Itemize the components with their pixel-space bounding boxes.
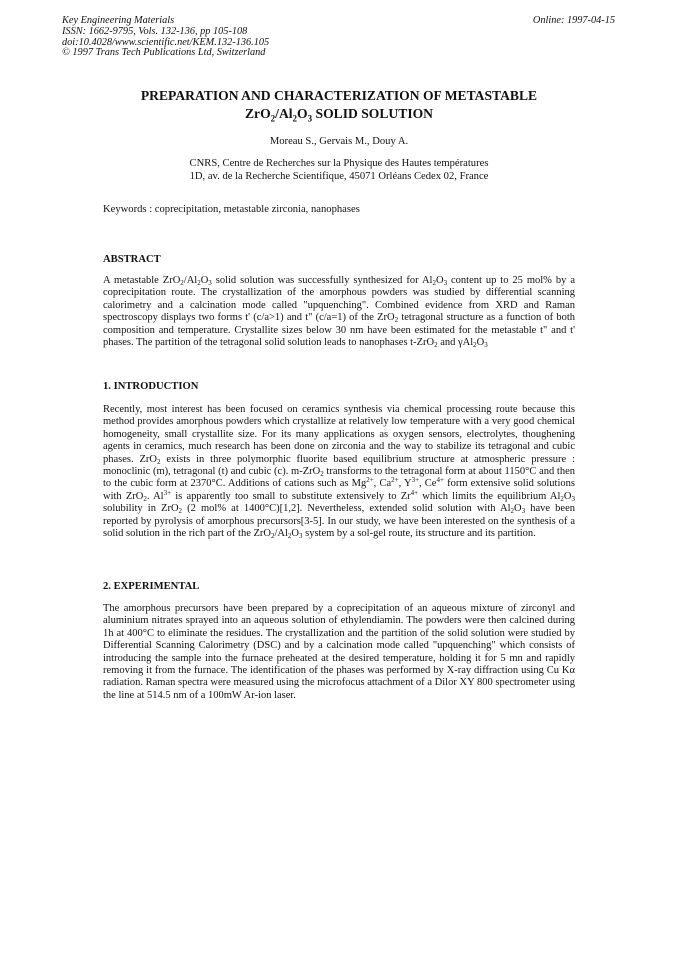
subscript: 3 bbox=[208, 279, 212, 287]
text-run: , Ca bbox=[373, 478, 392, 490]
text-run: solid solution was successfully synthesized for Al bbox=[211, 275, 433, 286]
text-run: O bbox=[476, 337, 485, 349]
introduction-heading: 1. INTRODUCTION bbox=[103, 381, 199, 392]
subscript: 2 bbox=[473, 341, 477, 350]
text-run: O bbox=[291, 528, 299, 540]
authors: Moreau S., Gervais M., Douy A. bbox=[269, 136, 409, 147]
subscript: 2 bbox=[156, 457, 161, 466]
affiliation-line-2: 1D, av. de la Recherche Scientifique, 45071 Orléans Cedex 02, France bbox=[189, 171, 489, 183]
abstract-heading: ABSTRACT bbox=[103, 254, 161, 265]
title-text: SOLID SOLUTION bbox=[312, 106, 433, 121]
issn-line: ISSN: 1662-9795, Vols. 132-136, pp 105-108 bbox=[62, 25, 248, 37]
text-run: which limits the equilibrium Al bbox=[418, 490, 561, 502]
paper-title bbox=[60, 87, 618, 123]
subscript: 2 bbox=[510, 507, 515, 516]
title-text: ZrO bbox=[244, 106, 271, 121]
title-text: O bbox=[297, 106, 308, 121]
subscript: 2 bbox=[197, 279, 201, 287]
superscript: 4+ bbox=[436, 476, 444, 485]
title-text: /Al bbox=[275, 106, 293, 121]
text-run: Recently, most interest has been focused on ceramics synthesis via chemical processing route because this method provides amorphous powders which crystallize at relatively low temperature with a very good chemical homogeneity, small crystallite size. For its many applications as oxygen sensors, electrolytes, thoughening agents in ceramics, much research has been done on zirconia and the way to stabilize its tetragonal and cubic phases. ZrO bbox=[103, 404, 575, 465]
superscript: 4+ bbox=[410, 488, 419, 497]
text-run: A metastable ZrO bbox=[103, 275, 181, 286]
subscript: 2 bbox=[394, 316, 399, 325]
experimental-paragraph bbox=[103, 603, 575, 702]
text-run: solubility in ZrO bbox=[103, 503, 179, 515]
journal-name: Key Engineering Materials bbox=[62, 15, 175, 26]
subscript: 3 bbox=[299, 532, 303, 541]
text-run: O bbox=[435, 275, 444, 286]
text-run: is apparently too small to substitute extensively to Zr bbox=[171, 490, 411, 502]
superscript: 2+ bbox=[366, 476, 374, 485]
affiliation bbox=[60, 157, 618, 183]
text-run: system by a sol-gel route, its structure and its partition. bbox=[302, 528, 536, 540]
subscript: 2 bbox=[320, 470, 324, 479]
subscript: 3 bbox=[484, 341, 488, 350]
title-line-2 bbox=[60, 105, 618, 123]
subscript: 2 bbox=[270, 532, 275, 541]
text-run: have been reported by pyrolysis of amorphous precursors[3-5]. In our study, we have been interested on the synthesis of a solid solution in the rich part of the ZrO bbox=[103, 503, 575, 540]
subscript: 2 bbox=[560, 494, 564, 503]
subscript: 3 bbox=[571, 494, 575, 503]
subscript: 2 bbox=[434, 341, 438, 350]
doi-line: doi:10.4028/www.scientific.net/KEM.132-136.105 bbox=[62, 36, 270, 48]
text-run: , Ce bbox=[419, 478, 437, 490]
text-run: . Al bbox=[146, 490, 164, 502]
subscript: 2 bbox=[287, 532, 292, 541]
subscript: 2 bbox=[180, 279, 184, 287]
text-run: and γAl bbox=[437, 337, 474, 349]
text-run: O bbox=[514, 503, 522, 515]
subscript: 3 bbox=[443, 279, 448, 287]
journal-header bbox=[62, 16, 269, 59]
superscript: 2+ bbox=[391, 476, 399, 485]
experimental-heading: 2. EXPERIMENTAL bbox=[103, 581, 200, 592]
title-line-1: PREPARATION AND CHARACTERIZATION OF METASTABLE bbox=[140, 88, 538, 103]
introduction-paragraph bbox=[103, 404, 575, 540]
abstract-paragraph bbox=[103, 275, 575, 349]
text-run: (2 mol% at 1400°C)[1,2]. Nevertheless, extended solid solution with Al bbox=[182, 503, 511, 515]
text-run: O bbox=[563, 490, 572, 502]
text-run: tetragonal structure as a function of both composition and temperature. Crystallite sizes below 30 nm have been estimated for the metastable t" and t' phases. The partition of the tetragonal solid solution leads to nanophases t-ZrO bbox=[103, 312, 576, 349]
text-run: , Y bbox=[398, 478, 412, 490]
title-subscript: 3 bbox=[307, 113, 313, 124]
affiliation-line-1: CNRS, Centre de Recherches sur la Physique des Hautes températures bbox=[189, 158, 489, 169]
keywords: Keywords : coprecipitation, metastable zirconia, nanophases bbox=[103, 204, 360, 215]
title-subscript: 2 bbox=[270, 113, 276, 124]
copyright-line: © 1997 Trans Tech Publications Ltd, Switzerland bbox=[62, 47, 266, 59]
text-run: exists in three polymorphic fluorite based equilibrium structure at atmospheric pressure : monoclinic (m), tetragonal (t) and cubic (c). m-ZrO bbox=[103, 453, 575, 478]
text-run: /Al bbox=[183, 275, 198, 286]
text-run: transforms to the tetragonal form at about 1150°C and then to the cubic form at 2370°C. Additions of cations such as Mg bbox=[103, 466, 576, 490]
subscript: 3 bbox=[521, 507, 526, 516]
online-date: Online: 1997-04-15 bbox=[532, 15, 615, 26]
text-run: content up to 25 mol% by a coprecipitation route. The crystallization of the amorphous powders was studied by differential scanning calorimetry and a calcination mode called "upquenching". Combined evidence from XRD and Raman spectroscopy displays two forms t' (c/a>1) and t" (c/a=1) of the ZrO bbox=[103, 275, 575, 324]
text-run: The amorphous precursors have been prepared by a coprecipitation of an aqueous mixture of zirconyl and aluminium nitrates sprayed into an aqueous solution of ethylendiamin. The powders were then calcined during 1h at 400°C to eliminate the residues. The crystallization and the partition of the solid solution were studied by Differential Scanning Calorimetry (DSC) and by a calcination mode called "upquenching" which consists of introducing the sample into the furnace preheated at the desired temperature, holding it for 5 mn and rapidly removing it from the furnace. The identification of the phases was performed by X-ray diffraction using Cu Kα radiation. Raman spectra were measured using the microfocus attachment of a Dilor XY 800 spectrometer using the line at 514.5 nm of a 100mW Ar-ion laser. bbox=[103, 603, 575, 701]
superscript: 3+ bbox=[411, 476, 420, 485]
superscript: 3+ bbox=[163, 488, 172, 497]
subscript: 2 bbox=[432, 279, 436, 287]
text-run: /Al bbox=[274, 528, 288, 540]
text-run: O bbox=[200, 275, 209, 286]
text-run: form extensive solid solutions with ZrO bbox=[103, 478, 575, 502]
subscript: 2 bbox=[143, 494, 147, 503]
subscript: 2 bbox=[178, 507, 183, 516]
title-subscript: 2 bbox=[292, 113, 298, 124]
